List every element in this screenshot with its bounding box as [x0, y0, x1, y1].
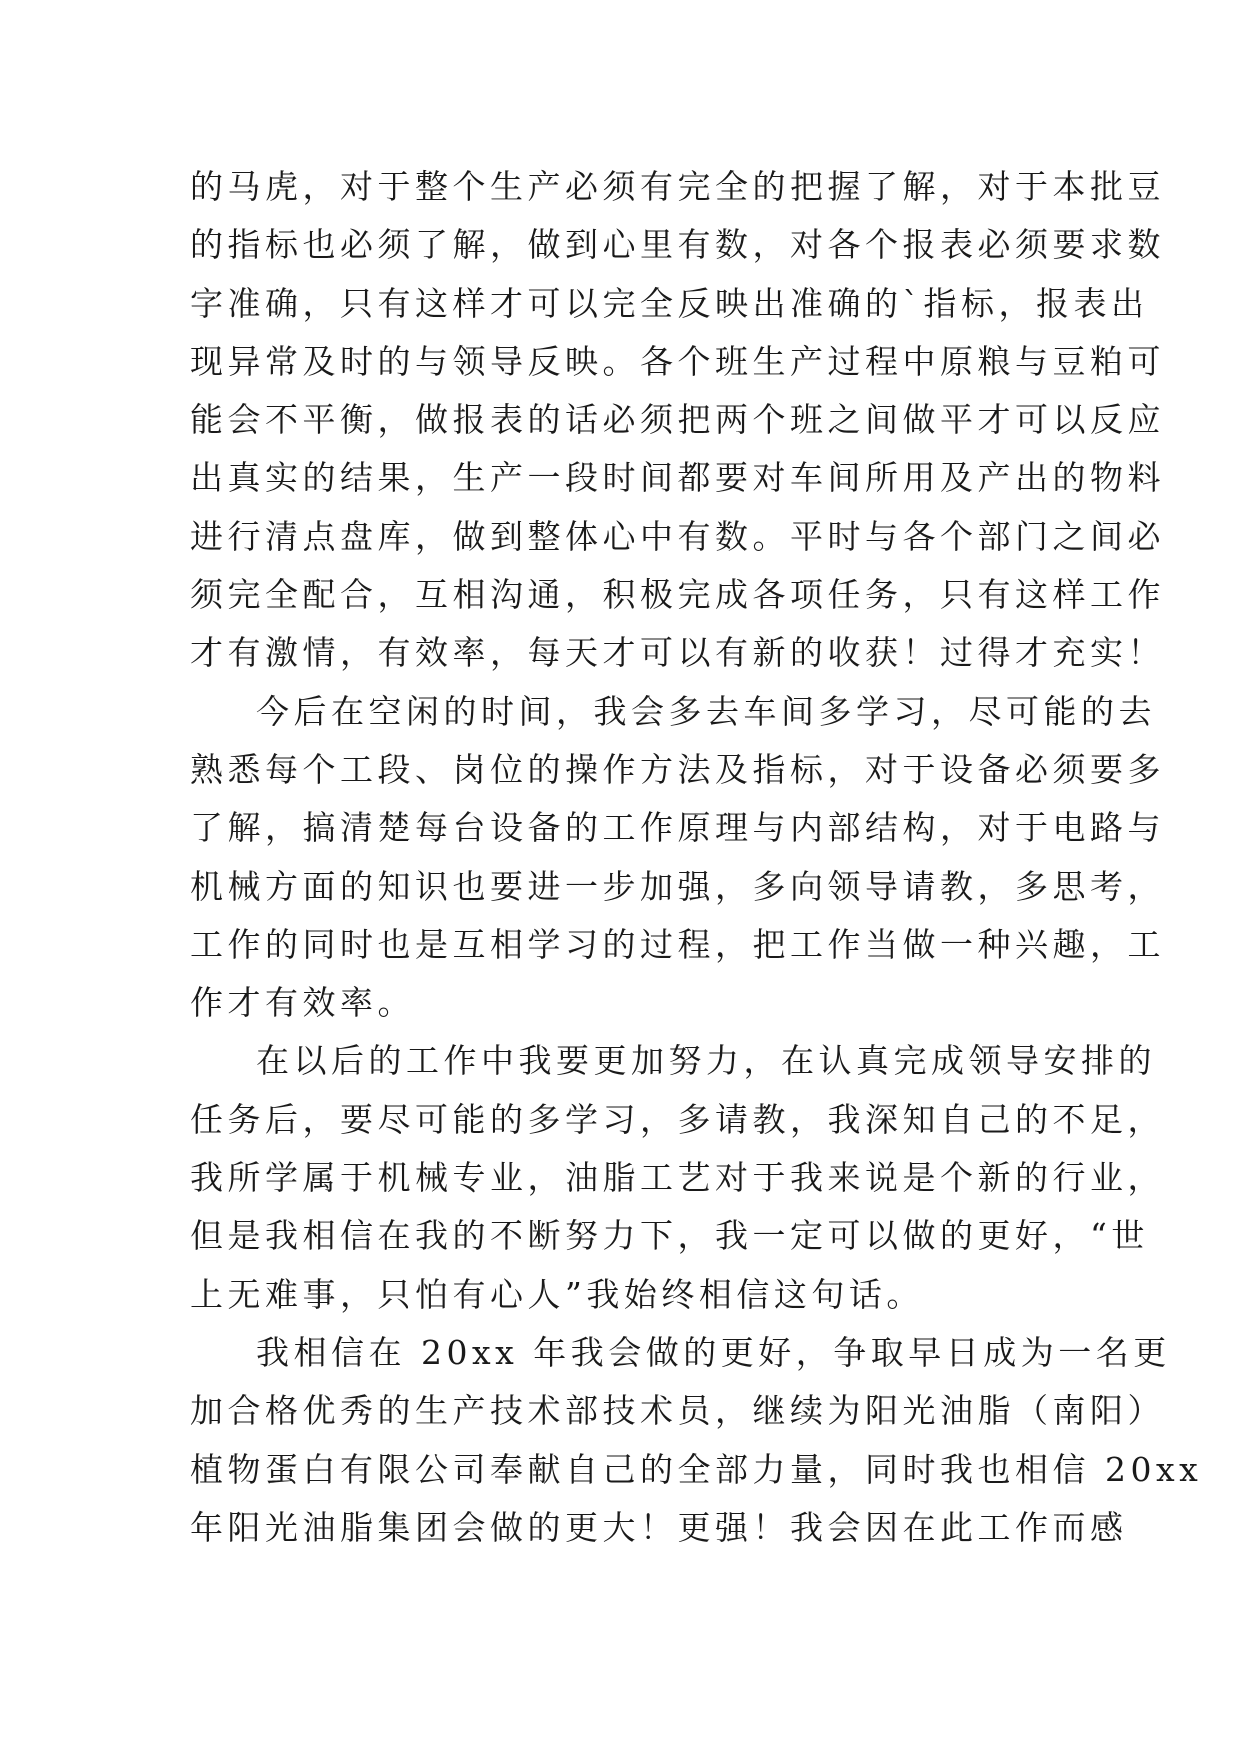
text-line: 出真实的结果，生产一段时间都要对车间所用及产出的物料 [190, 458, 1165, 498]
text-line: 年阳光油脂集团会做的更大！更强！我会因在此工作而感 [190, 1507, 1128, 1547]
text-line: 才有激情，有效率，每天才可以有新的收获！过得才充实！ [190, 633, 1165, 673]
text-line: 上无难事，只怕有心人”我始终相信这句话。 [190, 1274, 924, 1314]
text-line: 进行清点盘库，做到整体心中有数。平时与各个部门之间必 [190, 516, 1165, 556]
paragraph-first-line: 我相信在 20xx 年我会做的更好，争取早日成为一名更 [256, 1332, 1171, 1372]
text-line: 的指标也必须了解，做到心里有数，对各个报表必须要求数 [190, 225, 1165, 265]
text-line: 现异常及时的与领导反映。各个班生产过程中原粮与豆粕可 [190, 341, 1165, 381]
text-line: 须完全配合，互相沟通，积极完成各项任务，只有这样工作 [190, 575, 1165, 615]
paragraph-first-line: 在以后的工作中我要更加努力，在认真完成领导安排的 [256, 1041, 1156, 1081]
text-line: 作才有效率。 [190, 983, 415, 1023]
text-line: 熟悉每个工段、岗位的操作方法及指标，对于设备必须要多 [190, 749, 1165, 789]
text-line: 能会不平衡，做报表的话必须把两个班之间做平才可以反应 [190, 400, 1165, 440]
text-line: 我所学属于机械专业，油脂工艺对于我来说是个新的行业， [190, 1158, 1165, 1198]
text-line: 机械方面的知识也要进一步加强，多向领导请教，多思考， [190, 866, 1165, 906]
text-line: 了解，搞清楚每台设备的工作原理与内部结构，对于电路与 [190, 808, 1165, 848]
text-line: 字准确，只有这样才可以完全反映出准确的`指标，报表出 [190, 283, 1149, 323]
text-line: 工作的同时也是互相学习的过程，把工作当做一种兴趣，工 [190, 924, 1165, 964]
text-line: 任务后，要尽可能的多学习，多请教，我深知自己的不足， [190, 1099, 1165, 1139]
text-line: 植物蛋白有限公司奉献自己的全部力量，同时我也相信 20xx [190, 1449, 1203, 1489]
text-line: 的马虎，对于整个生产必须有完全的把握了解，对于本批豆 [190, 167, 1165, 206]
document-body [190, 158, 1203, 1557]
paragraph-first-line: 今后在空闲的时间，我会多去车间多学习，尽可能的去 [256, 691, 1156, 731]
text-line: 但是我相信在我的不断努力下，我一定可以做的更好，“世 [190, 1216, 1149, 1256]
text-line: 加合格优秀的生产技术部技术员，继续为阳光油脂（南阳） [190, 1391, 1165, 1431]
